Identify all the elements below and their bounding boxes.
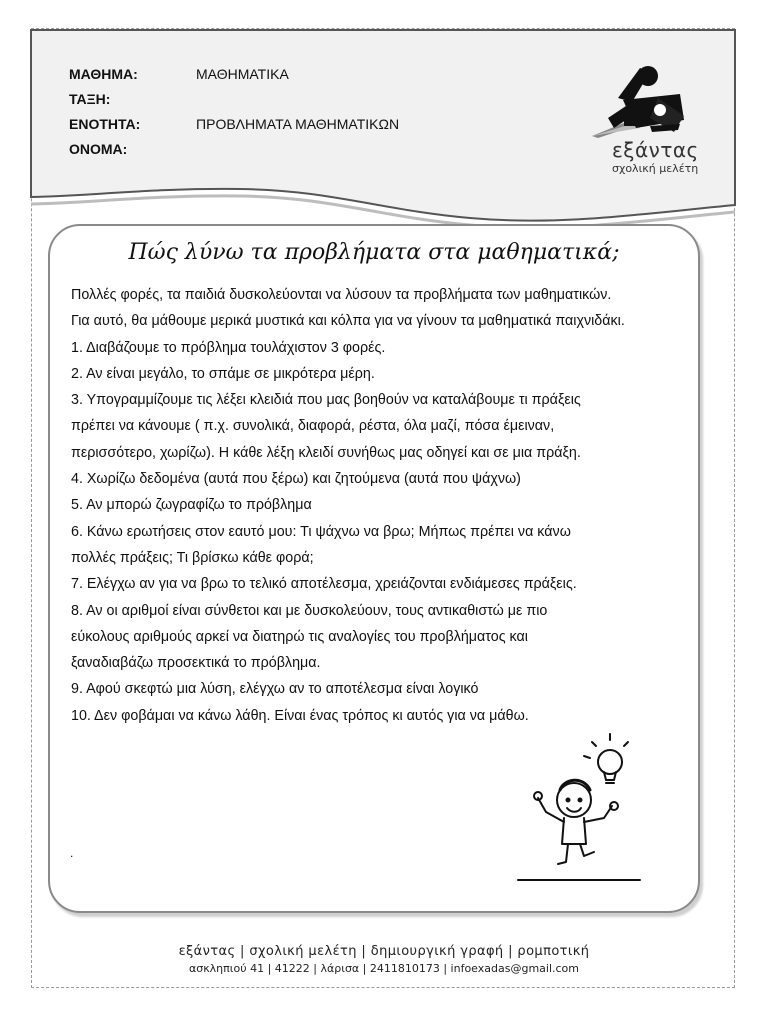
body-line: 2. Αν είναι μεγάλο, το σπάμε σε μικρότερα μέρη. — [71, 365, 375, 382]
field-row-unit — [69, 112, 399, 137]
body-line: ξαναδιαβάζω προσεκτικά το πρόβλημα. — [71, 655, 321, 672]
stray-mark: . — [70, 846, 74, 860]
field-row-class — [69, 87, 399, 112]
header-fields — [69, 62, 399, 162]
field-row-subject — [69, 62, 399, 87]
body-line: 9. Αφού σκεφτώ μια λύση, ελέγχω αν το αποτέλεσμα είναι λογικό — [71, 681, 479, 698]
body-line: πρέπει να κάνουμε ( π.χ. συνολικά, διαφορά, ρέστα, όλα μαζί, πόσα έμειναν, — [71, 418, 555, 435]
body-line: Για αυτό, θα μάθουμε μερικά μυστικά και κόλπα για να γίνουν τα μαθηματικά παιχνιδάκι. — [71, 313, 625, 330]
body-line: 1. Διαβάζουμε το πρόβλημα τουλάχιστον 3 φορές. — [71, 339, 386, 356]
body-line: 8. Αν οι αριθμοί είναι σύνθετοι και με δυσκολεύουν, τους αντικαθιστώ με πιο — [71, 602, 548, 619]
card-title: Πώς λύνω τα προβλήματα στα μαθηματικά; — [128, 240, 620, 265]
field-label-class: ΤΑΞΗ: — [69, 91, 111, 107]
body-line: 7. Ελέγχω αν για να βρω το τελικό αποτέλεσμα, χρειάζονται ενδιάμεσες πράξεις. — [71, 576, 577, 593]
field-label-subject: ΜΑΘΗΜΑ: — [69, 66, 138, 82]
body-line: 5. Αν μπορώ ζωγραφίζω το πρόβλημα — [71, 497, 312, 514]
field-label-unit: ΕΝΟΤΗΤΑ: — [69, 116, 141, 132]
footer-services: εξάντας | σχολική μελέτη | δημιουργική γραφή | ρομποτική — [178, 944, 590, 959]
kid-idea-illustration-icon — [512, 732, 652, 887]
field-label-name: ΟΝΟΜΑ: — [69, 141, 128, 157]
card-body — [71, 282, 683, 729]
body-line: πολλές πράξεις; Τι βρίσκω κάθε φορά; — [71, 549, 314, 566]
body-line: 6. Κάνω ερωτήσεις στον εαυτό μου: Τι ψάχνω να βρω; Μήπως πρέπει να κάνω — [71, 523, 571, 540]
footer-contact: ασκληπιού 41 | 41222 | λάρισα | 2411810173 | infoexadas@gmail.com — [188, 962, 580, 975]
field-value-unit: ΠΡΟΒΛΗΜΑΤΑ ΜΑΘΗΜΑΤΙΚΩΝ — [196, 116, 400, 132]
field-row-name — [69, 137, 399, 162]
logo-subtitle: σχολική μελέτη — [612, 162, 699, 175]
body-line: εύκολους αριθμούς αρκεί να διατηρώ τις αναλογίες του προβλήματος και — [71, 628, 528, 645]
body-line: περισσότερο, χωρίζω). Η κάθε λέξη κλειδί συνήθως μας οδηγεί και σε μια πράξη. — [71, 444, 581, 461]
body-line: 10. Δεν φοβάμαι να κάνω λάθη. Είναι ένας τρόπος κι αυτός για να μάθω. — [71, 707, 529, 724]
logo-name: εξάντας — [612, 138, 699, 162]
lightbulb-icon — [584, 734, 628, 783]
body-line: Πολλές φορές, τα παιδιά δυσκολεύονται να λύσουν τα προβλήματα των μαθηματικών. — [71, 287, 612, 303]
body-line: 4. Χωρίζω δεδομένα (αυτά που ξέρω) και ζητούμενα (αυτά που ψάχνω) — [71, 471, 521, 488]
field-value-subject: ΜΑΘΗΜΑΤΙΚΑ — [196, 66, 289, 82]
body-line: 3. Υπογραμμίζουμε τις λέξει κλειδιά που μας βοηθούν να καταλάβουμε τι πράξεις — [71, 392, 581, 409]
